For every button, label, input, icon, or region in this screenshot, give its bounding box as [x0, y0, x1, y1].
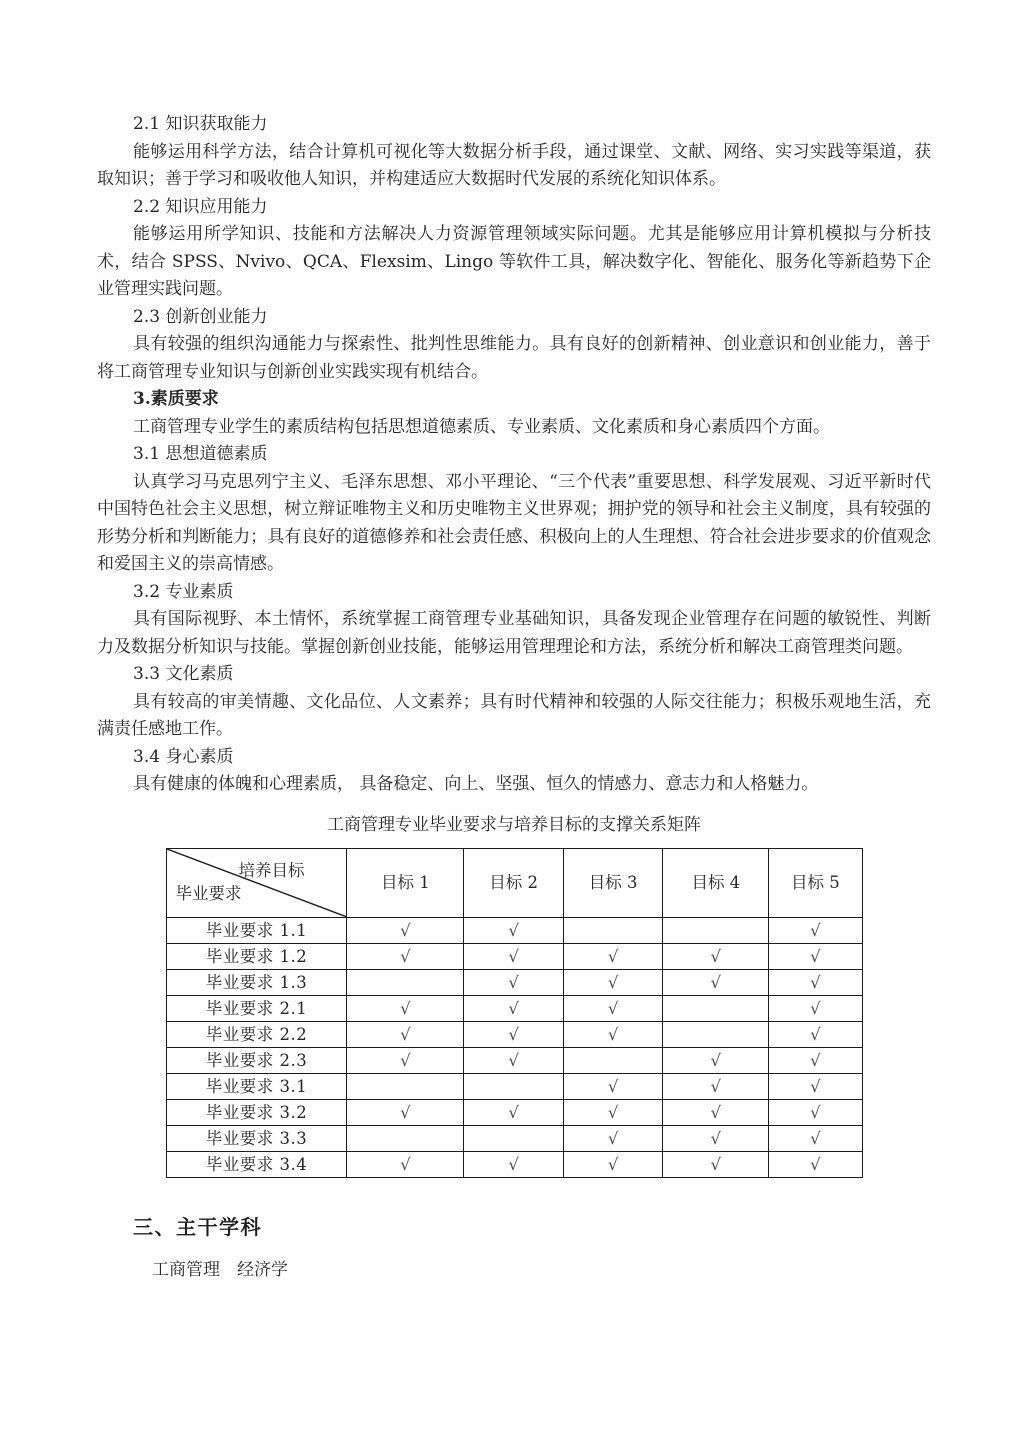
check-mark-cell: √ — [464, 943, 564, 969]
requirement-label: 毕业要求 3.2 — [166, 1099, 347, 1125]
matrix-row — [166, 995, 862, 1021]
support-matrix-block — [97, 812, 931, 1178]
table-title: 工商管理专业毕业要求与培养目标的支撑关系矩阵 — [327, 814, 701, 835]
empty-cell — [663, 917, 769, 943]
check-mark-cell: √ — [464, 1099, 564, 1125]
goal-column-header: 目标 3 — [563, 848, 663, 917]
check-mark-cell: √ — [563, 1099, 663, 1125]
matrix-row — [166, 1047, 862, 1073]
matrix-row — [166, 917, 862, 943]
check-mark-cell: √ — [769, 917, 862, 943]
check-mark-cell: √ — [563, 943, 663, 969]
matrix-row — [166, 1021, 862, 1047]
check-mark-cell: √ — [663, 943, 769, 969]
empty-cell — [464, 1073, 564, 1099]
paragraph: 具有较强的组织沟通能力与探索性、批判性思维能力。具有良好的创新精神、创业意识和创业能力，善于将工商管理专业知识与创新创业实践实现有机结合。 — [97, 334, 931, 382]
section-heading: 3.4 身心素质 — [133, 746, 234, 767]
document-sections — [97, 111, 931, 799]
check-mark-cell: √ — [464, 917, 564, 943]
check-mark-cell: √ — [563, 1151, 663, 1177]
document-body — [97, 111, 931, 1285]
requirement-label: 毕业要求 1.3 — [166, 969, 347, 995]
goal-column-header: 目标 4 — [663, 848, 769, 917]
check-mark-cell: √ — [464, 995, 564, 1021]
section-heading: 3.3 文化素质 — [133, 664, 234, 684]
check-mark-cell: √ — [464, 1151, 564, 1177]
check-mark-cell: √ — [769, 1047, 862, 1073]
check-mark-cell: √ — [464, 969, 564, 995]
requirement-label: 毕业要求 1.1 — [166, 917, 347, 943]
check-mark-cell: √ — [563, 1073, 663, 1099]
check-mark-cell: √ — [769, 1125, 862, 1151]
matrix-row — [166, 969, 862, 995]
empty-cell — [347, 1073, 464, 1099]
check-mark-cell: √ — [563, 995, 663, 1021]
check-mark-cell: √ — [347, 943, 464, 969]
corner-label-requirements: 毕业要求 — [175, 884, 242, 903]
paragraph: 具有健康的体魄和心理素质， 具备稳定、向上、坚强、恒久的情感力、意志力和人格魅力。 — [133, 774, 819, 794]
matrix-row — [166, 1073, 862, 1099]
paragraph: 具有国际视野、本土情怀，系统掌握工商管理专业基础知识，具备发现企业管理存在问题的敏锐性、判断力及数据分析知识与技能。掌握创新创业技能，能够运用管理理论和方法，系统分析和解决工商管理类问题。 — [97, 609, 931, 657]
check-mark-cell: √ — [347, 917, 464, 943]
diagonal-corner-cell — [166, 848, 347, 917]
check-mark-cell: √ — [464, 1047, 564, 1073]
check-mark-cell: √ — [663, 1125, 769, 1151]
section-heading: 3.1 思想道德素质 — [133, 444, 268, 464]
empty-cell — [563, 917, 663, 943]
main-disciplines-heading: 三、主干学科 — [133, 1216, 262, 1239]
goal-column-header: 目标 2 — [464, 848, 564, 917]
check-mark-cell: √ — [347, 1151, 464, 1177]
check-mark-cell: √ — [347, 1099, 464, 1125]
check-mark-cell: √ — [347, 995, 464, 1021]
requirement-label: 毕业要求 3.1 — [166, 1073, 347, 1099]
check-mark-cell: √ — [563, 1021, 663, 1047]
goal-column-header: 目标 1 — [347, 848, 464, 917]
check-mark-cell: √ — [769, 969, 862, 995]
check-mark-cell: √ — [347, 1021, 464, 1047]
requirement-label: 毕业要求 2.2 — [166, 1021, 347, 1047]
check-mark-cell: √ — [769, 1099, 862, 1125]
matrix-row — [166, 943, 862, 969]
check-mark-cell: √ — [769, 1021, 862, 1047]
matrix-row — [166, 1151, 862, 1177]
section-heading: 2.3 创新创业能力 — [133, 306, 268, 327]
section-heading: 3.2 专业素质 — [133, 581, 234, 602]
requirement-label: 毕业要求 2.3 — [166, 1047, 347, 1073]
empty-cell — [347, 969, 464, 995]
corner-label-goals: 培养目标 — [238, 860, 305, 880]
empty-cell — [663, 995, 769, 1021]
check-mark-cell: √ — [663, 1073, 769, 1099]
check-mark-cell: √ — [464, 1021, 564, 1047]
check-mark-cell: √ — [663, 1099, 769, 1125]
check-mark-cell: √ — [769, 943, 862, 969]
check-mark-cell: √ — [563, 969, 663, 995]
matrix-row — [166, 1099, 862, 1125]
matrix-header-row — [166, 848, 862, 917]
check-mark-cell: √ — [663, 1151, 769, 1177]
check-mark-cell: √ — [563, 1125, 663, 1151]
matrix-row — [166, 1125, 862, 1151]
check-mark-cell: √ — [769, 1151, 862, 1177]
goal-column-header: 目标 5 — [769, 848, 862, 917]
paragraph: 能够运用所学知识、技能和方法解决人力资源管理领域实际问题。尤其是能够应用计算机模拟与分析技术，结合 SPSS、Nvivo、QCA、Flexsim、Lingo 等软件工具，解决数字化、智能化、服务化等新趋势下企业管理实践问题。 — [97, 224, 931, 299]
support-matrix-table — [166, 848, 863, 1178]
empty-cell — [663, 1021, 769, 1047]
requirement-label: 毕业要求 2.1 — [166, 995, 347, 1021]
check-mark-cell: √ — [769, 995, 862, 1021]
check-mark-cell: √ — [769, 1073, 862, 1099]
main-disciplines-text: 工商管理 经济学 — [152, 1260, 288, 1280]
requirement-label: 毕业要求 3.3 — [166, 1125, 347, 1151]
section-heading: 3.素质要求 — [133, 389, 219, 409]
empty-cell — [347, 1125, 464, 1151]
check-mark-cell: √ — [347, 1047, 464, 1073]
section-heading: 2.1 知识获取能力 — [133, 114, 268, 134]
check-mark-cell: √ — [663, 969, 769, 995]
requirement-label: 毕业要求 3.4 — [166, 1151, 347, 1177]
paragraph: 具有较高的审美情趣、文化品位、人文素养；具有时代精神和较强的人际交往能力；积极乐观地生活，充满责任感地工作。 — [97, 691, 931, 739]
section-heading: 2.2 知识应用能力 — [133, 196, 268, 217]
empty-cell — [464, 1125, 564, 1151]
requirement-label: 毕业要求 1.2 — [166, 943, 347, 969]
check-mark-cell: √ — [663, 1047, 769, 1073]
empty-cell — [563, 1047, 663, 1073]
matrix-body — [166, 917, 862, 1177]
paragraph: 工商管理专业学生的素质结构包括思想道德素质、专业素质、文化素质和身心素质四个方面。 — [133, 416, 830, 437]
paragraph: 认真学习马克思列宁主义、毛泽东思想、邓小平理论、“三个代表”重要思想、科学发展观、习近平新时代中国特色社会主义思想，树立辩证唯物主义和历史唯物主义世界观；拥护党的领导和社会主义制度，具有较强的形势分析和判断能力；具有良好的道德修养和社会责任感、积极向上的人生理想、符合社会进步要求的价值观念和爱国主义的崇高情感。 — [97, 471, 931, 574]
paragraph: 能够运用科学方法，结合计算机可视化等大数据分析手段，通过课堂、文献、网络、实习实践等渠道，获取知识；善于学习和吸收他人知识，并构建适应大数据时代发展的系统化知识体系。 — [97, 141, 931, 189]
